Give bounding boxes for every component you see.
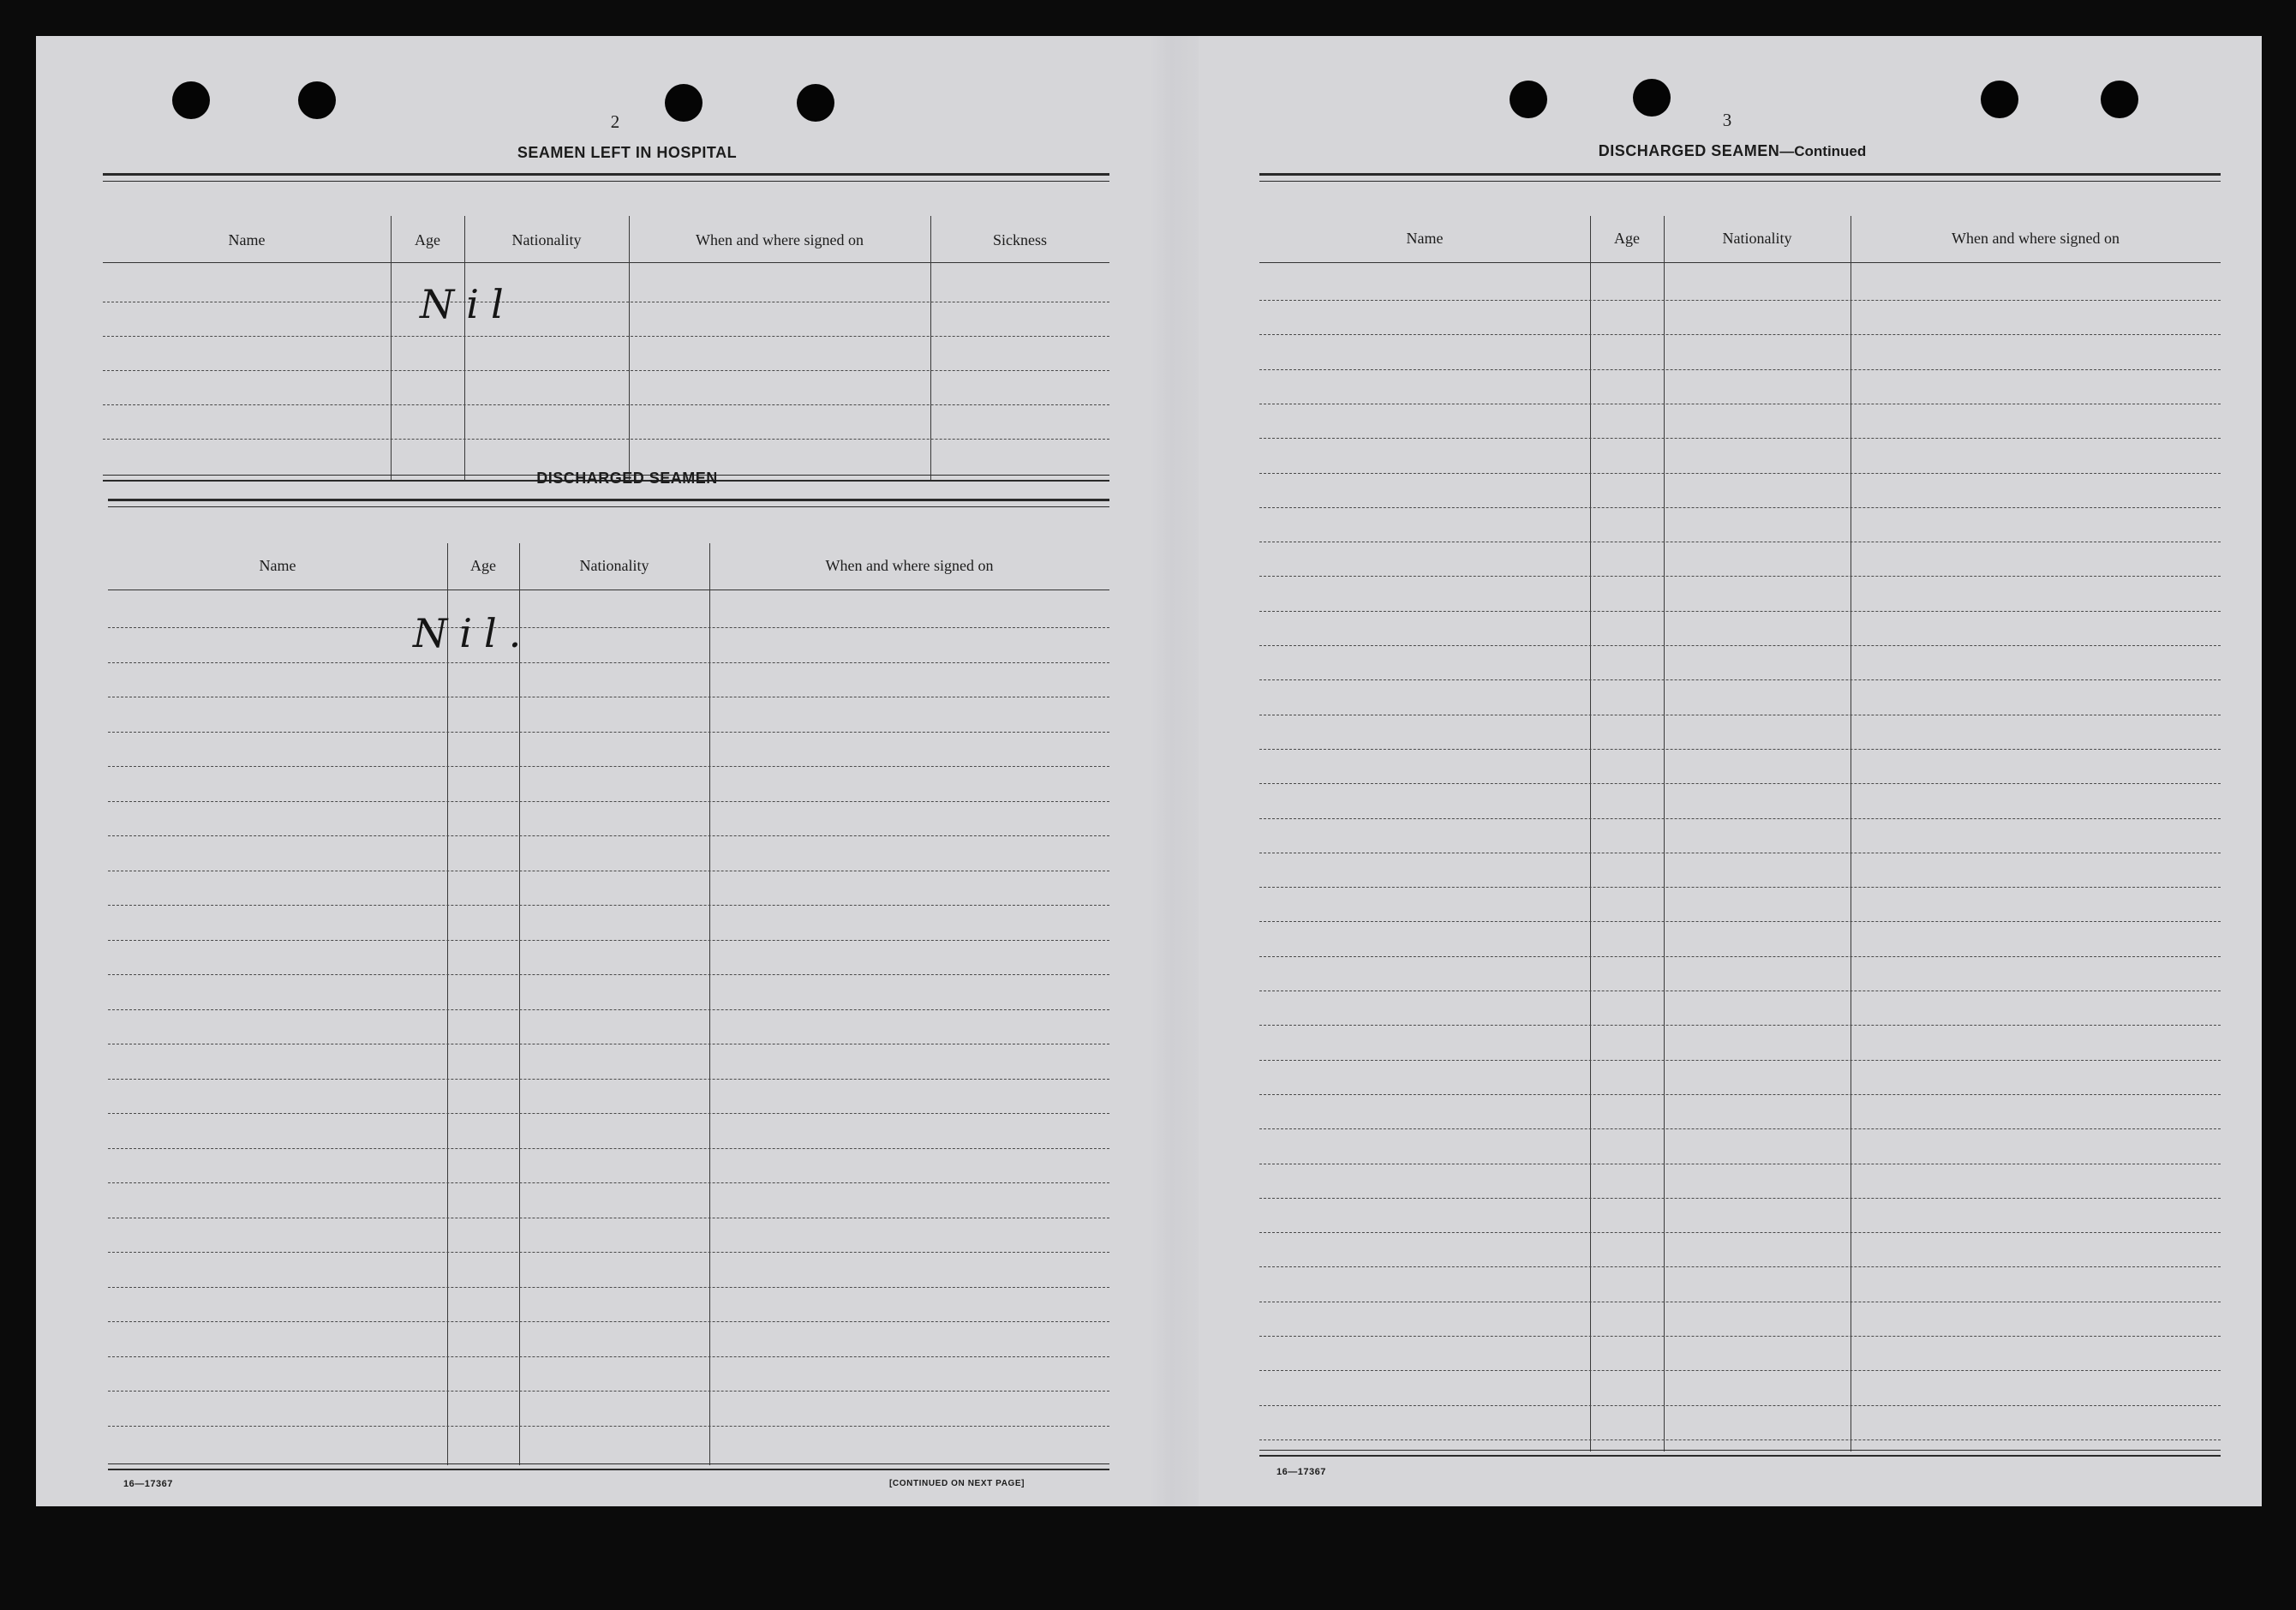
ruled-row-line xyxy=(108,1252,1109,1253)
ruled-row-line xyxy=(108,766,1109,767)
section-title-suffix: —Continued xyxy=(1779,143,1867,159)
handwritten-nil: Nil. xyxy=(413,610,534,656)
ruled-row-line xyxy=(108,974,1109,975)
ruled-row-line xyxy=(1259,749,2221,750)
column-divider xyxy=(709,543,710,1465)
punch-hole xyxy=(1981,81,2018,118)
column-header-name: Name xyxy=(228,231,266,248)
handwritten-nil: Nil xyxy=(420,281,516,327)
header-separator xyxy=(1259,262,2221,263)
ruled-row-line xyxy=(1259,956,2221,957)
ruled-row-line xyxy=(1259,1266,2221,1267)
ruled-row-line xyxy=(1259,679,2221,680)
left-page xyxy=(36,36,1158,1506)
ruled-row-line xyxy=(1259,1128,2221,1129)
punch-hole xyxy=(298,81,336,119)
ruled-row-line xyxy=(108,1287,1109,1288)
column-header-nationality: Nationality xyxy=(511,231,582,248)
form-code: 16—17367 xyxy=(123,1479,173,1489)
double-rule xyxy=(1259,1450,2221,1457)
column-header-age: Age xyxy=(470,557,496,574)
ruled-row-line xyxy=(108,1426,1109,1427)
ruled-row-line xyxy=(1259,818,2221,819)
hospital-section-title: SEAMEN LEFT IN HOSPITAL xyxy=(517,144,738,161)
ruled-row-line xyxy=(108,1009,1109,1010)
column-divider xyxy=(930,216,931,482)
column-header-nationality: Nationality xyxy=(579,557,649,574)
ruled-row-line xyxy=(1259,1439,2221,1440)
column-divider xyxy=(391,216,392,482)
ruled-row-line xyxy=(1259,369,2221,370)
ruled-row-line xyxy=(108,835,1109,836)
ruled-row-line xyxy=(1259,1370,2221,1371)
document-sheet xyxy=(36,36,2262,1506)
ruled-row-line xyxy=(108,1079,1109,1080)
continued-note: [CONTINUED ON NEXT PAGE] xyxy=(889,1479,1025,1488)
double-rule xyxy=(108,1463,1109,1470)
ruled-row-line xyxy=(1259,300,2221,301)
column-header-signed-on: When and where signed on xyxy=(696,231,864,248)
double-rule xyxy=(1259,173,2221,182)
punch-hole xyxy=(1510,81,1547,118)
page-number: 3 xyxy=(1722,110,1732,130)
ruled-row-line xyxy=(1259,783,2221,784)
ruled-row-line xyxy=(1259,334,2221,335)
ruled-row-line xyxy=(1259,576,2221,577)
punch-hole xyxy=(665,84,703,122)
ruled-row-line xyxy=(108,1113,1109,1114)
ruled-row-line xyxy=(1259,1025,2221,1026)
column-divider xyxy=(629,216,630,482)
ruled-row-line xyxy=(1259,1198,2221,1199)
ruled-row-line xyxy=(1259,645,2221,646)
form-code: 16—17367 xyxy=(1277,1467,1326,1477)
ruled-row-line xyxy=(108,662,1109,663)
ruled-row-line xyxy=(1259,507,2221,508)
ruled-row-line xyxy=(1259,887,2221,888)
column-header-name: Name xyxy=(1406,230,1444,247)
section-title-text: DISCHARGED SEAMEN xyxy=(1598,142,1780,159)
ruled-row-line xyxy=(1259,1060,2221,1061)
column-header-sickness: Sickness xyxy=(993,231,1047,248)
column-divider xyxy=(464,216,465,482)
column-header-name: Name xyxy=(259,557,296,574)
ruled-row-line xyxy=(103,439,1109,440)
ruled-row-line xyxy=(1259,1405,2221,1406)
ruled-row-line xyxy=(108,801,1109,802)
ruled-row-line xyxy=(108,1148,1109,1149)
column-divider xyxy=(447,543,448,1465)
punch-hole xyxy=(797,84,834,122)
column-header-age: Age xyxy=(415,231,440,248)
ruled-row-line xyxy=(1259,1232,2221,1233)
page-number: 2 xyxy=(610,111,620,132)
ruled-row-line xyxy=(1259,921,2221,922)
ruled-row-line xyxy=(1259,1336,2221,1337)
ruled-row-line xyxy=(108,905,1109,906)
double-rule xyxy=(108,499,1109,507)
ruled-row-line xyxy=(108,1391,1109,1392)
ruled-row-line xyxy=(103,336,1109,337)
discharged-ledger xyxy=(108,499,1109,1472)
ruled-row-line xyxy=(1259,1094,2221,1095)
punch-hole xyxy=(2101,81,2138,118)
discharged-section-title: DISCHARGED SEAMEN xyxy=(536,470,718,487)
ruled-row-line xyxy=(1259,611,2221,612)
header-separator xyxy=(103,262,1109,263)
discharged-continued-title xyxy=(1355,142,2109,160)
ruled-row-line xyxy=(108,940,1109,941)
right-page xyxy=(1184,36,2262,1506)
double-rule xyxy=(103,173,1109,182)
ruled-row-line xyxy=(108,732,1109,733)
column-header-signed-on: When and where signed on xyxy=(825,557,994,574)
ruled-row-line xyxy=(103,370,1109,371)
hospital-ledger xyxy=(103,173,1109,483)
column-header-age: Age xyxy=(1614,230,1640,247)
punch-hole xyxy=(1633,79,1671,117)
ruled-row-line xyxy=(108,1321,1109,1322)
column-header-signed-on: When and where signed on xyxy=(1952,230,2120,247)
ruled-row-line xyxy=(1259,438,2221,439)
column-divider xyxy=(519,543,520,1465)
ruled-row-line xyxy=(1259,473,2221,474)
column-header-nationality: Nationality xyxy=(1722,230,1792,247)
ruled-row-line xyxy=(108,1182,1109,1183)
ruled-row-line xyxy=(103,404,1109,405)
discharged-continued-ledger xyxy=(1259,173,2221,1458)
ruled-row-line xyxy=(108,1356,1109,1357)
punch-hole xyxy=(172,81,210,119)
ruled-row-line xyxy=(108,627,1109,628)
